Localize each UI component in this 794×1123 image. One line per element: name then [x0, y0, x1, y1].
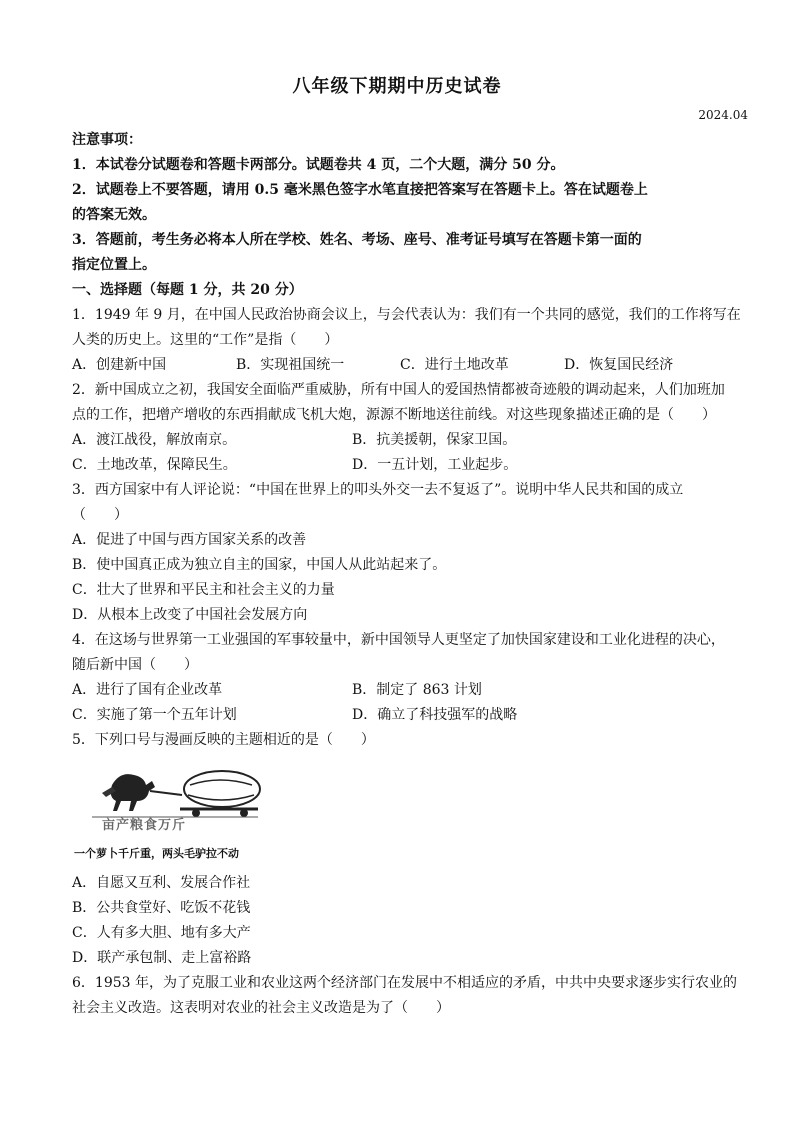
q2-stem-line-2: 点的工作，把增产增收的东西捐献成飞机大炮，源源不断地送往前线。对这些现象描述正确的是（ ） [72, 407, 716, 423]
q5-stem: 5．下列口号与漫画反映的主题相近的是（ ） [72, 732, 375, 748]
notice-item-2-line-2: 的答案无效。 [72, 207, 156, 223]
q6-stem-line-2: 社会主义改造。这表明对农业的社会主义改造是为了（ ） [72, 1000, 450, 1016]
q1-stem-line-2: 人类的历史上。这里的“工作”是指（ ） [72, 332, 339, 348]
q1-option-b: B．实现祖国统一 [236, 357, 345, 373]
q2-option-d: D．一五计划，工业起步。 [352, 457, 518, 473]
q3-option-a: A．促进了中国与西方国家关系的改善 [72, 532, 307, 548]
q3-option-d: D．从根本上改变了中国社会发展方向 [72, 607, 308, 623]
exam-content [72, 128, 741, 1021]
q5-option-b: B．公共食堂好、吃饭不花钱 [72, 900, 251, 916]
q2-option-c: C．土地改革，保障民生。 [72, 457, 237, 473]
q3-option-c: C．壮大了世界和平民主和社会主义的力量 [72, 582, 335, 598]
q4-options-row-1 [72, 678, 728, 703]
q3-option-b: B．使中国真正成为独立自主的国家，中国人从此站起来了。 [72, 557, 447, 573]
q1-options [72, 353, 728, 378]
page-title: 八年级下期期中历史试卷 [292, 76, 502, 97]
q6-stem-line-1: 6．1953 年，为了克服工业和农业这两个经济部门在发展中不相适应的矛盾，中共中央要求逐步实行农业的 [72, 975, 737, 991]
notice-item-2-line-1: 2．试题卷上不要答题，请用 0.5 毫米黑色签字水笔直接把答案写在答题卡上。答在试题卷上 [72, 182, 648, 198]
notice-item-3-line-1: 3．答题前，考生务必将本人所在学校、姓名、考场、座号、准考证号填写在答题卡第一面的 [72, 232, 642, 248]
q2-options-row-1 [72, 428, 728, 453]
q5-cartoon-image [72, 755, 262, 865]
notice-item-3-line-2: 指定位置上。 [72, 257, 156, 273]
q2-options-row-2 [72, 453, 728, 478]
q1-option-a: A．创建新中国 [72, 357, 167, 373]
q5-option-c: C．人有多大胆、地有多大产 [72, 925, 251, 941]
q3-stem-line-2: （ ） [72, 507, 128, 523]
q2-stem-line-1: 2．新中国成立之初，我国安全面临严重威胁，所有中国人的爱国热情都被奇迹般的调动起来，人们加班加 [72, 382, 725, 398]
q4-stem-line-2: 随后新中国（ ） [72, 657, 198, 673]
q1-option-c: C．进行土地改革 [400, 357, 509, 373]
q5-option-d: D．联产承包制、走上富裕路 [72, 950, 252, 966]
exam-date: 2024.04 [698, 108, 748, 122]
q1-option-d: D．恢复国民经济 [564, 357, 674, 373]
cartoon-banner-text: 亩产粮食万斤 [102, 818, 187, 833]
q2-option-a: A．渡江战役，解放南京。 [72, 432, 237, 448]
q3-stem-line-1: 3．西方国家中有人评论说：“中国在世界上的叩头外交一去不复返了”。说明中华人民共和国的成立 [72, 482, 684, 498]
q5-option-a: A．自愿又互利、发展合作社 [72, 875, 251, 891]
q4-options-row-2 [72, 703, 728, 728]
q4-option-d: D．确立了科技强军的战略 [352, 707, 518, 723]
q4-option-c: C．实施了第一个五年计划 [72, 707, 237, 723]
section-1-heading: 一、选择题（每题 1 分，共 20 分） [72, 282, 303, 298]
q2-option-b: B．抗美援朝，保家卫国。 [352, 432, 517, 448]
q4-option-a: A．进行了国有企业改革 [72, 682, 223, 698]
q1-stem-line-1: 1．1949 年 9 月，在中国人民政治协商会议上，与会代表认为：我们有一个共同的感觉，我们的工作将写在 [72, 307, 741, 323]
q4-option-b: B．制定了 863 计划 [352, 682, 482, 698]
notice-heading: 注意事项： [72, 132, 142, 148]
q4-stem-line-1: 4．在这场与世界第一工业强国的军事较量中，新中国领导人更坚定了加快国家建设和工业化进程的决心， [72, 632, 725, 648]
notice-item-1: 1．本试卷分试题卷和答题卡两部分。试题卷共 4 页，二个大题，满分 50 分。 [72, 157, 565, 173]
cartoon-caption: 一个萝卜千斤重，两头毛驴拉不动 [74, 847, 239, 860]
